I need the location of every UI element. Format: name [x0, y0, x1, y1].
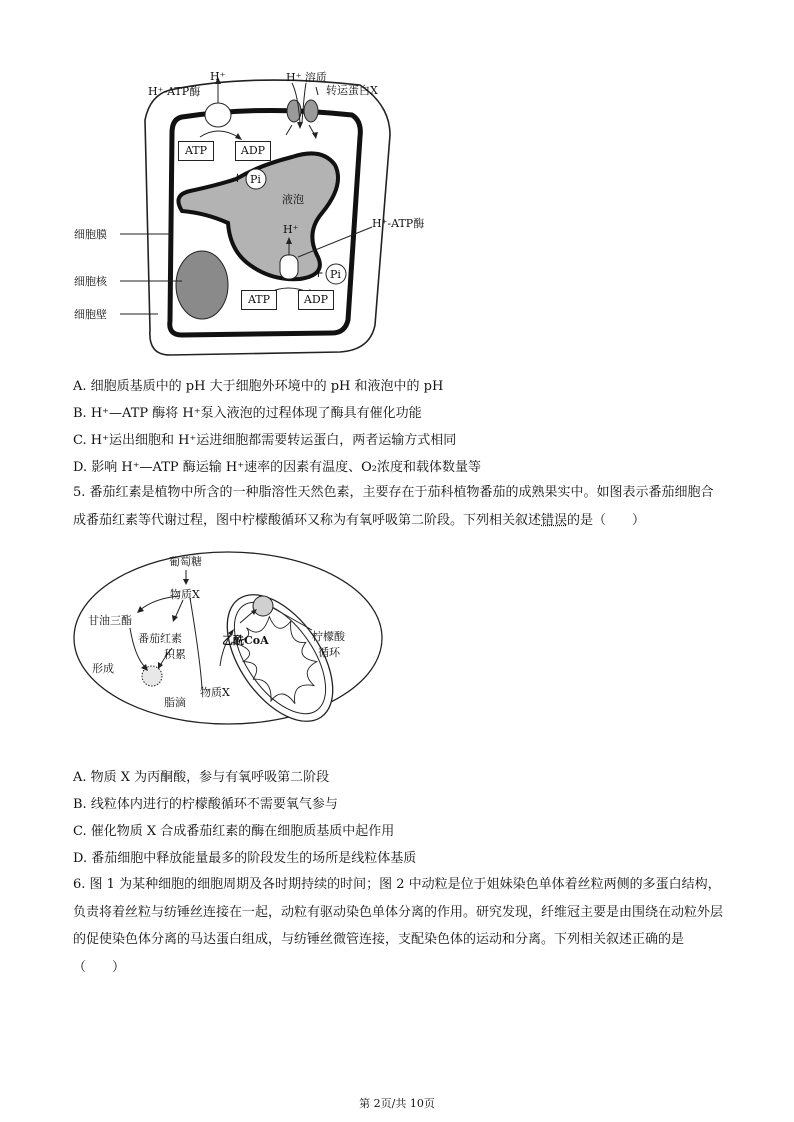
atp-box-1: ATP: [178, 141, 214, 161]
label-transporter-x: 转运蛋白X: [326, 84, 378, 97]
label-cycle: 循环: [318, 646, 340, 659]
figure-tomato-cell: [70, 548, 390, 728]
q4-option-b: B. H⁺—ATP 酶将 H⁺泵入液泡的过程体现了酶具有催化功能: [73, 406, 422, 421]
label-lycopene: 番茄红素: [138, 632, 182, 645]
q5-stem-before: 5. 番茄红素是植物中所含的一种脂溶性天然色素，主要存在于茄科植物番茄的成熟果实中。如图表示番茄细胞合成番茄红素等代谢过程，图中柠檬酸循环又称为有氧呼吸第二阶段。下列相关叙述: [73, 485, 714, 528]
transporter-x-right: [304, 100, 318, 122]
q5-stem-emphasis: 错误: [541, 512, 568, 528]
label-h-atpase-right: H⁺-ATP酶: [372, 217, 425, 230]
label-triglyceride: 甘油三酯: [88, 614, 132, 627]
q5-option-c: C. 催化物质 X 合成番茄红素的酶在细胞质基质中起作用: [73, 824, 395, 839]
adp-box-2: ADP: [298, 290, 334, 310]
label-form: 形成: [92, 662, 114, 675]
q5-option-a: A. 物质 X 为丙酮酸，参与有氧呼吸第二阶段: [73, 770, 330, 785]
label-cell-wall: 细胞壁: [74, 308, 107, 321]
figure-plant-cell: [60, 65, 430, 365]
label-substance-x-top: 物质X: [170, 588, 200, 601]
nucleus-shape: [176, 251, 228, 319]
label-pi-1: Pi: [250, 173, 261, 186]
label-cell-membrane: 细胞膜: [74, 228, 107, 241]
label-h-inner: H⁺: [283, 223, 299, 236]
q5-option-b: B. 线粒体内进行的柠檬酸循环不需要氧气参与: [73, 797, 338, 812]
q4-option-d: D. 影响 H⁺—ATP 酶运输 H⁺速率的因素有温度、O₂浓度和载体数量等: [73, 460, 481, 475]
label-citric: 柠檬酸: [312, 630, 345, 643]
page-footer: 第 2页/共 10页: [359, 1097, 435, 1110]
q5-option-d: D. 番茄细胞中释放能量最多的阶段发生的场所是线粒体基质: [73, 851, 417, 866]
plant-cell-diagram: [60, 65, 430, 365]
label-nucleus: 细胞核: [74, 275, 107, 288]
label-pi-2: Pi: [330, 268, 341, 281]
label-vacuole: 液泡: [282, 193, 304, 206]
q4-option-c: C. H⁺运出细胞和 H⁺运进细胞都需要转运蛋白，两者运输方式相同: [73, 433, 457, 448]
atp-box-2: ATP: [241, 290, 277, 310]
label-lipid-droplet: 脂滴: [164, 696, 186, 709]
label-substance-x-bottom: 物质X: [200, 686, 230, 699]
label-plus-1: +: [232, 171, 243, 186]
label-h-top: H⁺: [210, 70, 226, 83]
q5-stem: [73, 479, 723, 534]
label-plus-2: +: [313, 266, 324, 281]
q5-stem-after: 的是（ ）: [567, 512, 646, 528]
adp-box-1: ADP: [235, 141, 271, 161]
h-atpase-inner-shape: [280, 255, 298, 279]
label-accumulate: 积累: [164, 648, 186, 661]
q4-option-a: A. 细胞质基质中的 pH 大于细胞外环境中的 pH 和液泡中的 pH: [73, 379, 444, 394]
label-h-solute: H⁺ 溶质: [286, 71, 327, 84]
citric-cycle-circle: [253, 596, 273, 616]
label-h-atpase-top: H⁺-ATP酶: [148, 85, 201, 98]
q6-stem: 6. 图 1 为某种细胞的细胞周期及各时期持续的时间；图 2 中动粒是位于姐妹染色单体着丝粒两侧的多蛋白结构，负责将着丝粒与纺锤丝连接在一起，动粒有驱动染色单体分离的作用。研究发现，纤维冠主要是由围绕在动粒外层的促使染色体分离的马达蛋白组成，与纺锤丝微管连接，支配染色体的运动和分离。下列相关叙述正确的是（ ）: [73, 877, 724, 975]
h-atpase-top-shape: [205, 103, 231, 127]
label-acetyl-coa: 乙酰CoA: [222, 634, 269, 647]
label-glucose: 葡萄糖: [169, 555, 202, 568]
